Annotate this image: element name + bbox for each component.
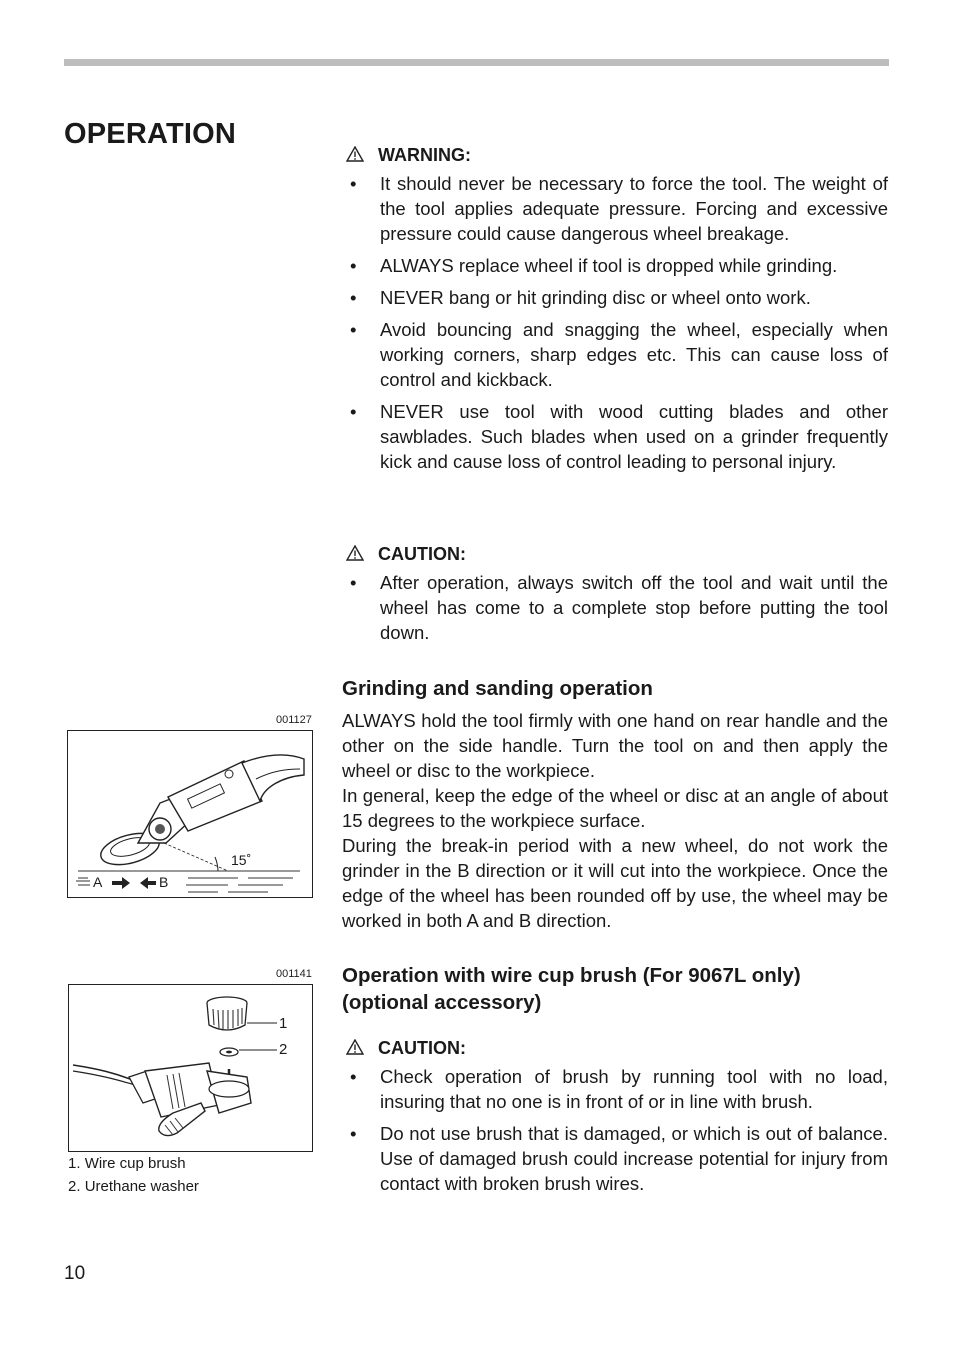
figure-2-code: 001141 (276, 968, 312, 980)
caption-text: Wire cup brush (84, 1155, 186, 1172)
grinding-heading: Grinding and sanding operation (342, 677, 653, 700)
caution-list (342, 1064, 888, 1196)
caption-text: Urethane washer (84, 1178, 199, 1195)
figure-2-wire-cup-brush (68, 984, 313, 1152)
angle-label: 15˚ (231, 852, 252, 868)
grinding-paragraph: ALWAYS hold the tool firmly with one hand on rear handle and the other on the side handle. Turn the tool on and then apply the wheel or disc to the workpiece. (342, 710, 888, 781)
section-title: OPERATION (64, 118, 237, 150)
warning-block (342, 143, 888, 481)
wirebrush-heading-line2: (optional accessory) (342, 991, 542, 1014)
warning-triangle-icon (346, 1039, 364, 1055)
grinding-paragraph: In general, keep the edge of the wheel or disc at an angle of about 15 degrees to the workpiece surface. (342, 785, 888, 831)
warning-list (342, 171, 888, 474)
caution-block-1 (342, 542, 888, 652)
list-item: • NEVER bang or hit grinding disc or wheel onto work. (342, 285, 888, 310)
caution-label: CAUTION: (378, 544, 466, 564)
list-item: • NEVER use tool with wood cutting blades and other sawblades. Such blades when used on a grinder frequently kick and cause loss of control leading to personal injury. (342, 399, 888, 474)
caption-item (68, 1175, 199, 1198)
direction-label-b: B (159, 874, 169, 890)
warning-triangle-icon (346, 545, 364, 561)
caution-heading (342, 1036, 888, 1060)
grinding-paragraph: During the break-in period with a new wheel, do not work the grinder in the B direction or it will cut into the workpiece. Once the edge of the wheel has been rounded off by use, the wheel may be worked in both A and B direction. (342, 835, 888, 931)
wirebrush-heading (342, 962, 888, 1016)
callout-2: 2 (279, 1041, 288, 1058)
caution-list (342, 570, 888, 645)
page-number: 10 (64, 1263, 86, 1284)
list-item: • Check operation of brush by running tool with no load, insuring that no one is in front of or in line with brush. (342, 1064, 888, 1114)
direction-label-a: A (93, 874, 103, 890)
warning-label: WARNING: (378, 145, 471, 165)
grinder-angle-illustration (68, 731, 312, 897)
list-item: • ALWAYS replace wheel if tool is dropped while grinding. (342, 253, 888, 278)
warning-heading (342, 143, 888, 167)
figure-1-grinder-angle (67, 730, 313, 898)
list-item: • It should never be necessary to force the tool. The weight of the tool applies adequate pressure. Forcing and excessive pressure could cause dangerous wheel breakage. (342, 171, 888, 246)
list-item: • Do not use brush that is damaged, or which is out of balance. Use of damaged brush could increase potential for injury from contact with broken brush wires. (342, 1121, 888, 1196)
list-item: • After operation, always switch off the tool and wait until the wheel has come to a complete stop before putting the tool down. (342, 570, 888, 645)
wirebrush-heading-line1: Operation with wire cup brush (For 9067L only) (342, 964, 801, 987)
caption-number: 1. (68, 1155, 81, 1172)
warning-triangle-icon (346, 146, 364, 162)
callout-1: 1 (279, 1015, 288, 1032)
grinding-section (342, 675, 888, 933)
list-item: • Avoid bouncing and snagging the wheel, especially when working corners, sharp edges etc. This can cause loss of control and kickback. (342, 317, 888, 392)
caution-label: CAUTION: (378, 1038, 466, 1058)
caution-heading (342, 542, 888, 566)
wirebrush-section (342, 962, 888, 1203)
figure-1-code: 001127 (276, 714, 312, 726)
figure-2-captions (68, 1152, 199, 1198)
header-rule (64, 59, 889, 66)
wire-cup-brush-illustration (69, 985, 312, 1151)
caption-number: 2. (68, 1178, 81, 1195)
caption-item (68, 1152, 199, 1175)
